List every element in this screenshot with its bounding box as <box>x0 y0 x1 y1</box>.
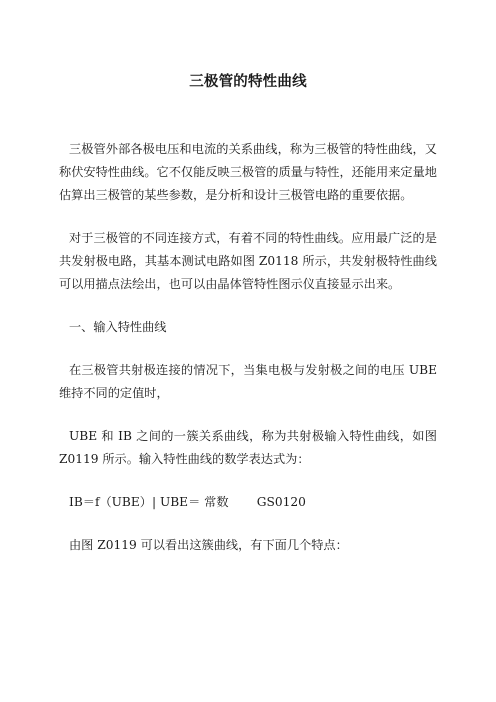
paragraph-intro: 三极管外部各极电压和电流的关系曲线，称为三极管的特性曲线，又称伏安特性曲线。它不仅能反映三极管的质量与特性，还能用来定量地估算出三极管的某些参数，是分析和设计三极管电路的重要依据。 <box>59 142 437 202</box>
paragraph-common-emitter-condition: 在三极管共射极连接的情况下，当集电极与发射极之间的电压 UBE 维持不同的定值时， <box>59 363 454 400</box>
formula-line: IB＝f（UBE）| UBE＝ 常数 GS0120 <box>69 495 306 509</box>
section-heading-input-curve: 一、输入特性曲线 <box>69 320 167 334</box>
paragraph-connection-modes: 对于三极管的不同连接方式，有着不同的特性曲线。应用最广泛的是共发射极电路，其基本测试电路如图 Z0118 所示，共发射极特性曲线可以用描点法绘出，也可以由晶体管特性图示仪直接显示出来。 <box>59 231 437 291</box>
paragraph-input-curve-definition: UBE 和 IB 之间的一簇关系曲线，称为共射极输入特性曲线，如图 Z0119 所示。输入特性曲线的数学表达式为： <box>59 429 437 466</box>
document-title: 三极管的特性曲线 <box>189 74 307 90</box>
paragraph-curve-features: 由图 Z0119 可以看出这簇曲线，有下面几个特点： <box>69 538 348 552</box>
document-body <box>59 138 454 577</box>
